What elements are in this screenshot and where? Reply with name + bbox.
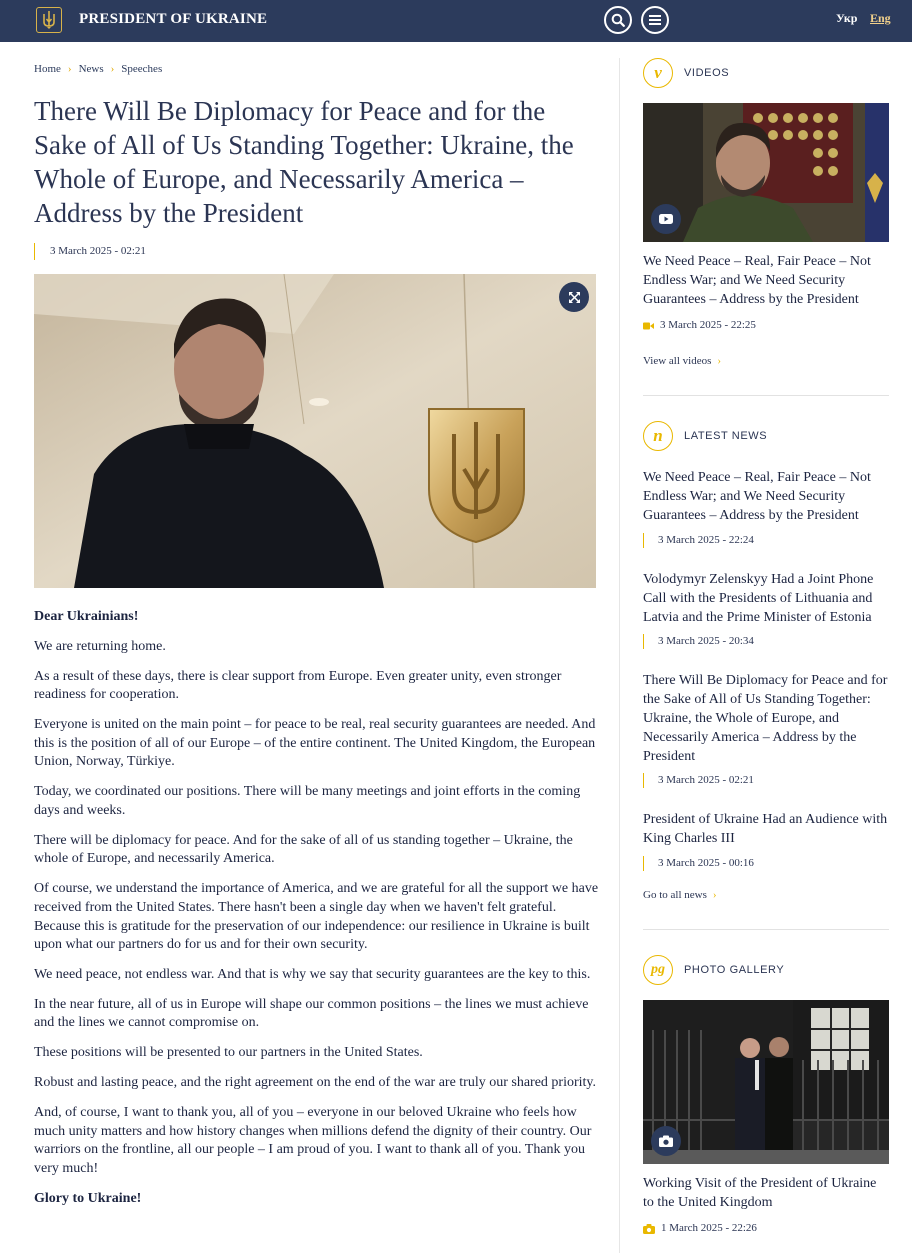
view-all-videos-link[interactable] bbox=[643, 355, 721, 367]
article-date: 3 March 2025 - 02:21 bbox=[34, 243, 146, 260]
article-photo[interactable] bbox=[34, 274, 596, 588]
videos-badge-icon: v bbox=[643, 58, 673, 88]
photo-gallery-section-header bbox=[643, 955, 784, 985]
site-title[interactable]: PRESIDENT OF UKRAINE bbox=[79, 11, 268, 27]
gallery-badge-icon: pg bbox=[643, 955, 673, 985]
section-divider bbox=[643, 395, 889, 396]
news-item-link[interactable]: There Will Be Diplomacy for Peace and for the Sake of All of Us Standing Together: Ukraine, the Whole of Europe, and Necessarily America – Address by the President bbox=[643, 673, 888, 764]
news-item-link[interactable]: We Need Peace – Real, Fair Peace – Not Endless War; and We Need Security Guarantees – Address by the President bbox=[643, 470, 871, 523]
search-button[interactable] bbox=[604, 6, 632, 34]
camera-icon bbox=[659, 1135, 673, 1147]
view-all-videos-label: View all videos bbox=[643, 355, 712, 367]
article-paragraph: We are returning home. bbox=[34, 638, 166, 654]
search-icon bbox=[611, 13, 625, 27]
latest-news-section-header bbox=[643, 421, 767, 451]
breadcrumb-speeches[interactable]: Speeches bbox=[121, 63, 163, 75]
latest-news-section-title: LATEST NEWS bbox=[684, 430, 768, 442]
expand-icon bbox=[568, 291, 581, 304]
chevron-right-icon: › bbox=[712, 889, 717, 901]
top-navigation-bar bbox=[0, 0, 912, 42]
videos-section-header bbox=[643, 58, 729, 88]
videos-section-title: VIDEOS bbox=[684, 67, 730, 79]
language-ukrainian-link[interactable]: Укр bbox=[836, 11, 858, 25]
trident-logo-icon[interactable] bbox=[36, 7, 62, 33]
news-item-link[interactable]: President of Ukraine Had an Audience with King Charles III bbox=[643, 812, 888, 846]
go-to-all-news-link[interactable] bbox=[643, 889, 717, 901]
video-date bbox=[643, 318, 756, 333]
article-paragraph: We need peace, not endless war. And that is why we say that security guarantees are the key to this. bbox=[34, 966, 591, 982]
article-paragraph: Of course, we understand the importance of America, and we are grateful for all the support we have received from the United States. There hasn't been a single day when we haven't felt grateful. Because this is gratitude for the preservation of our independence: our resilience in Ukraine is built upon what our partners do for us and for their own security. bbox=[34, 881, 599, 953]
gallery-date bbox=[643, 1221, 757, 1236]
gallery-thumbnail[interactable] bbox=[643, 1000, 889, 1164]
article-paragraph: And, of course, I want to thank you, all of you – everyone in our beloved Ukraine who feels how much unity matters and how history changes when millions defend the dignity of their country. Our warriors on the frontline, all our people – I am proud of you. I want to thank all of you. Thank you very much! bbox=[34, 1105, 592, 1176]
play-video-button[interactable] bbox=[651, 204, 681, 234]
article-photo-image bbox=[34, 274, 596, 588]
video-title-link[interactable]: We Need Peace – Real, Fair Peace – Not Endless War; and We Need Security Guarantees – Address by the President bbox=[643, 254, 871, 307]
section-divider bbox=[643, 929, 889, 930]
article-paragraph: Dear Ukrainians! bbox=[34, 609, 139, 624]
article-paragraph: In the near future, all of us in Europe will shape our common positions – the lines we must achieve and the lines we cannot compromise on. bbox=[34, 996, 589, 1031]
video-camera-icon bbox=[643, 322, 654, 330]
article-paragraph: As a result of these days, there is clear support from Europe. Even greater unity, even stronger readiness for cooperation. bbox=[34, 668, 562, 703]
news-item-date: 3 March 2025 - 22:24 bbox=[643, 533, 754, 548]
breadcrumb-news[interactable]: News bbox=[78, 63, 104, 75]
chevron-right-icon: › bbox=[67, 63, 72, 75]
article-paragraph: Glory to Ukraine! bbox=[34, 1190, 142, 1206]
article-title: There Will Be Diplomacy for Peace and for the Sake of All of Us Standing Together: Ukraine, the Whole of Europe, and Necessarily America – Address by the President bbox=[34, 96, 574, 228]
expand-photo-button[interactable] bbox=[559, 282, 589, 312]
open-gallery-button[interactable] bbox=[651, 1126, 681, 1156]
video-date-text: 3 March 2025 - 22:25 bbox=[660, 319, 756, 331]
news-badge-icon: n bbox=[643, 421, 673, 451]
gallery-title-link[interactable]: Working Visit of the President of Ukraine to the United Kingdom bbox=[643, 1176, 877, 1210]
article-paragraph: Robust and lasting peace, and the right agreement on the end of the war are truly our shared priority. bbox=[34, 1075, 597, 1091]
video-thumbnail[interactable] bbox=[643, 103, 889, 242]
news-item-date: 3 March 2025 - 00:16 bbox=[643, 856, 754, 871]
article-paragraph: Today, we coordinated our positions. There will be many meetings and joint efforts in the coming days and weeks. bbox=[34, 784, 581, 818]
article-paragraph: Everyone is united on the main point – for peace to be real, real security guarantees are needed. And this is the position of all of our Europe – of the entire continent. The United Kingdom, the European Union, Norway, Türkiye. bbox=[34, 717, 596, 770]
language-english-link[interactable]: Eng bbox=[870, 11, 891, 25]
news-item-date: 3 March 2025 - 20:34 bbox=[643, 634, 754, 649]
hamburger-menu-icon bbox=[648, 14, 662, 26]
menu-button[interactable] bbox=[641, 6, 669, 34]
go-to-all-news-label: Go to all news bbox=[643, 889, 707, 901]
photo-camera-icon bbox=[643, 1224, 655, 1234]
youtube-play-icon bbox=[659, 214, 673, 224]
gallery-date-text: 1 March 2025 - 22:26 bbox=[661, 1222, 757, 1234]
article-paragraph: These positions will be presented to our partners in the United States. bbox=[34, 1045, 423, 1061]
chevron-right-icon: › bbox=[110, 63, 115, 75]
news-item-date: 3 March 2025 - 02:21 bbox=[643, 773, 754, 788]
chevron-right-icon: › bbox=[717, 355, 722, 367]
breadcrumb-home[interactable]: Home bbox=[34, 63, 61, 75]
news-item-link[interactable]: Volodymyr Zelenskyy Had a Joint Phone Call with the Presidents of Lithuania and Latvia and the Prime Minister of Estonia bbox=[643, 572, 874, 625]
sidebar-divider bbox=[619, 58, 620, 1253]
breadcrumb bbox=[34, 63, 162, 75]
photo-gallery-section-title: PHOTO GALLERY bbox=[684, 964, 785, 976]
article-body bbox=[34, 608, 599, 1220]
article-paragraph: There will be diplomacy for peace. And for the sake of all of us standing together – Ukraine, the whole of Europe, and necessarily America. bbox=[34, 832, 573, 867]
